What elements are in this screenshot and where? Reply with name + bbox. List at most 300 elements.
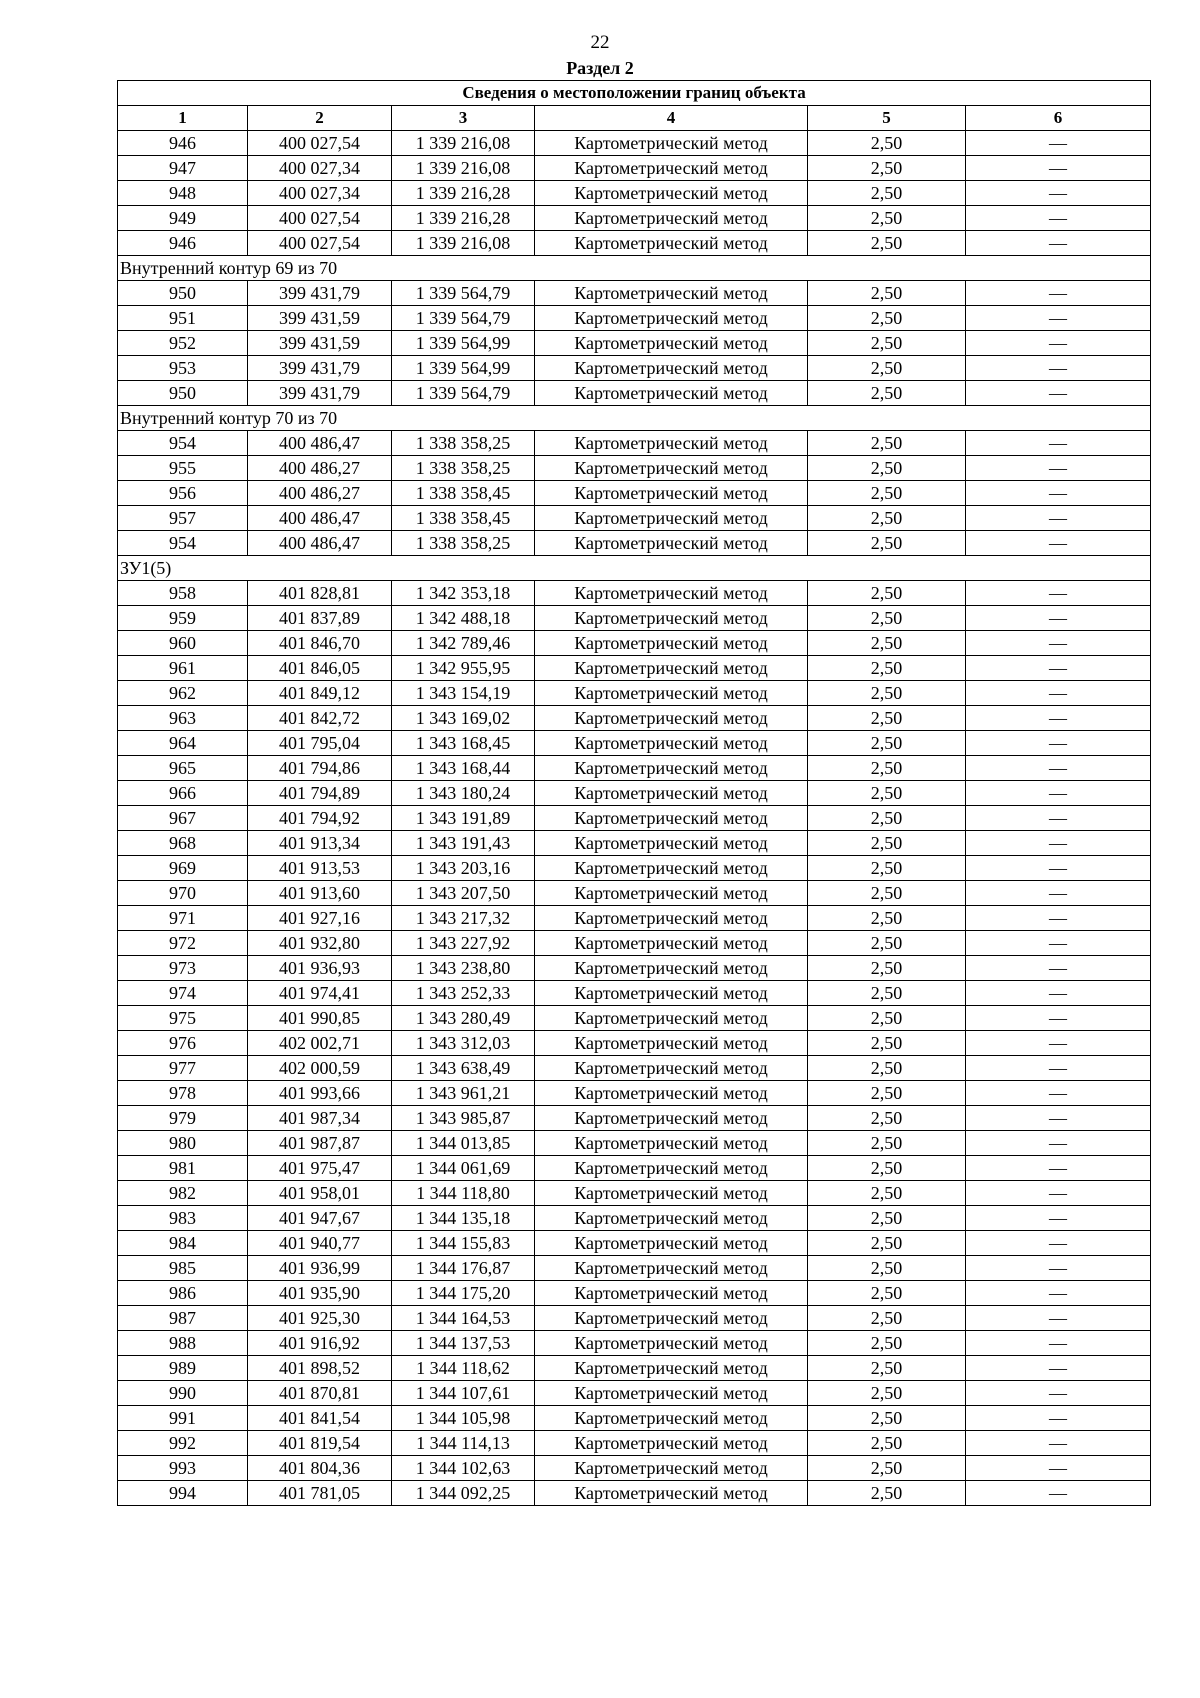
coord-y-cell: 1 343 168,44 — [392, 756, 535, 781]
table-row — [118, 606, 1151, 631]
method-cell: Картометрический метод — [535, 1156, 808, 1181]
accuracy-cell: 2,50 — [808, 1031, 966, 1056]
description-cell: — — [966, 906, 1151, 931]
coord-y-cell: 1 343 961,21 — [392, 1081, 535, 1106]
coord-x-cell: 399 431,59 — [248, 306, 392, 331]
point-number-cell: 956 — [118, 481, 248, 506]
table-row — [118, 706, 1151, 731]
coord-x-cell: 401 841,54 — [248, 1406, 392, 1431]
table-row — [118, 456, 1151, 481]
coord-y-cell: 1 343 180,24 — [392, 781, 535, 806]
description-cell: — — [966, 1231, 1151, 1256]
coord-y-cell: 1 343 191,89 — [392, 806, 535, 831]
table-caption-row — [118, 81, 1151, 106]
table-row — [118, 1231, 1151, 1256]
table-row — [118, 581, 1151, 606]
table-row — [118, 1306, 1151, 1331]
accuracy-cell: 2,50 — [808, 956, 966, 981]
table-row — [118, 206, 1151, 231]
description-cell: — — [966, 131, 1151, 156]
description-cell: — — [966, 831, 1151, 856]
point-number-cell: 983 — [118, 1206, 248, 1231]
table-row — [118, 381, 1151, 406]
method-cell: Картометрический метод — [535, 1406, 808, 1431]
coord-x-cell: 399 431,79 — [248, 356, 392, 381]
description-cell: — — [966, 1356, 1151, 1381]
point-number-cell: 984 — [118, 1231, 248, 1256]
description-cell: — — [966, 606, 1151, 631]
description-cell: — — [966, 681, 1151, 706]
point-number-cell: 955 — [118, 456, 248, 481]
description-cell: — — [966, 1281, 1151, 1306]
point-number-cell: 950 — [118, 281, 248, 306]
accuracy-cell: 2,50 — [808, 1231, 966, 1256]
column-header: 5 — [808, 106, 966, 131]
accuracy-cell: 2,50 — [808, 306, 966, 331]
point-number-cell: 953 — [118, 356, 248, 381]
coord-x-cell: 401 936,99 — [248, 1256, 392, 1281]
coord-y-cell: 1 344 105,98 — [392, 1406, 535, 1431]
table-row — [118, 181, 1151, 206]
coord-y-cell: 1 342 955,95 — [392, 656, 535, 681]
description-cell: — — [966, 1081, 1151, 1106]
description-cell: — — [966, 581, 1151, 606]
table-row — [118, 306, 1151, 331]
coord-y-cell: 1 343 985,87 — [392, 1106, 535, 1131]
accuracy-cell: 2,50 — [808, 1206, 966, 1231]
accuracy-cell: 2,50 — [808, 231, 966, 256]
method-cell: Картометрический метод — [535, 306, 808, 331]
description-cell: — — [966, 1331, 1151, 1356]
accuracy-cell: 2,50 — [808, 581, 966, 606]
table-caption: Сведения о местоположении границ объекта — [118, 81, 1151, 106]
coord-x-cell: 399 431,79 — [248, 281, 392, 306]
coord-x-cell: 401 846,70 — [248, 631, 392, 656]
coord-y-cell: 1 343 191,43 — [392, 831, 535, 856]
accuracy-cell: 2,50 — [808, 181, 966, 206]
method-cell: Картометрический метод — [535, 806, 808, 831]
accuracy-cell: 2,50 — [808, 1481, 966, 1506]
coord-x-cell: 401 936,93 — [248, 956, 392, 981]
accuracy-cell: 2,50 — [808, 731, 966, 756]
description-cell: — — [966, 1181, 1151, 1206]
table-row — [118, 1456, 1151, 1481]
coord-y-cell: 1 338 358,25 — [392, 531, 535, 556]
method-cell: Картометрический метод — [535, 656, 808, 681]
point-number-cell: 948 — [118, 181, 248, 206]
method-cell: Картометрический метод — [535, 381, 808, 406]
table-row — [118, 1356, 1151, 1381]
method-cell: Картометрический метод — [535, 206, 808, 231]
method-cell: Картометрический метод — [535, 1431, 808, 1456]
accuracy-cell: 2,50 — [808, 631, 966, 656]
coord-x-cell: 401 846,05 — [248, 656, 392, 681]
method-cell: Картометрический метод — [535, 1031, 808, 1056]
description-cell: — — [966, 656, 1151, 681]
point-number-cell: 950 — [118, 381, 248, 406]
coord-y-cell: 1 344 107,61 — [392, 1381, 535, 1406]
coord-x-cell: 401 987,87 — [248, 1131, 392, 1156]
point-number-cell: 947 — [118, 156, 248, 181]
point-number-cell: 976 — [118, 1031, 248, 1056]
method-cell: Картометрический метод — [535, 956, 808, 981]
point-number-cell: 985 — [118, 1256, 248, 1281]
accuracy-cell: 2,50 — [808, 356, 966, 381]
coord-x-cell: 400 486,47 — [248, 431, 392, 456]
coord-y-cell: 1 344 118,80 — [392, 1181, 535, 1206]
coord-x-cell: 401 870,81 — [248, 1381, 392, 1406]
coord-y-cell: 1 339 216,08 — [392, 231, 535, 256]
point-number-cell: 961 — [118, 656, 248, 681]
accuracy-cell: 2,50 — [808, 481, 966, 506]
coord-y-cell: 1 344 155,83 — [392, 1231, 535, 1256]
method-cell: Картометрический метод — [535, 506, 808, 531]
point-number-cell: 990 — [118, 1381, 248, 1406]
coord-y-cell: 1 344 013,85 — [392, 1131, 535, 1156]
column-header: 4 — [535, 106, 808, 131]
coord-x-cell: 399 431,79 — [248, 381, 392, 406]
description-cell: — — [966, 456, 1151, 481]
contour-row — [118, 256, 1151, 281]
description-cell: — — [966, 1206, 1151, 1231]
method-cell: Картометрический метод — [535, 1256, 808, 1281]
point-number-cell: 959 — [118, 606, 248, 631]
table-row — [118, 881, 1151, 906]
table-row — [118, 1156, 1151, 1181]
method-cell: Картометрический метод — [535, 1081, 808, 1106]
column-header: 6 — [966, 106, 1151, 131]
coord-x-cell: 401 898,52 — [248, 1356, 392, 1381]
coord-y-cell: 1 343 638,49 — [392, 1056, 535, 1081]
coord-y-cell: 1 343 252,33 — [392, 981, 535, 1006]
method-cell: Картометрический метод — [535, 1481, 808, 1506]
method-cell: Картометрический метод — [535, 1181, 808, 1206]
coord-x-cell: 401 913,60 — [248, 881, 392, 906]
method-cell: Картометрический метод — [535, 831, 808, 856]
description-cell: — — [966, 756, 1151, 781]
point-number-cell: 988 — [118, 1331, 248, 1356]
table-row — [118, 806, 1151, 831]
accuracy-cell: 2,50 — [808, 331, 966, 356]
accuracy-cell: 2,50 — [808, 831, 966, 856]
accuracy-cell: 2,50 — [808, 431, 966, 456]
coord-x-cell: 401 932,80 — [248, 931, 392, 956]
coord-y-cell: 1 339 216,08 — [392, 131, 535, 156]
point-number-cell: 952 — [118, 331, 248, 356]
point-number-cell: 980 — [118, 1131, 248, 1156]
coord-x-cell: 400 486,47 — [248, 531, 392, 556]
table-row — [118, 1081, 1151, 1106]
method-cell: Картометрический метод — [535, 1356, 808, 1381]
table-row — [118, 156, 1151, 181]
coord-y-cell: 1 343 168,45 — [392, 731, 535, 756]
coord-y-cell: 1 343 280,49 — [392, 1006, 535, 1031]
coord-x-cell: 401 913,34 — [248, 831, 392, 856]
description-cell: — — [966, 806, 1151, 831]
table-row — [118, 1481, 1151, 1506]
coord-x-cell: 401 935,90 — [248, 1281, 392, 1306]
description-cell: — — [966, 481, 1151, 506]
coord-x-cell: 401 990,85 — [248, 1006, 392, 1031]
coord-y-cell: 1 344 061,69 — [392, 1156, 535, 1181]
point-number-cell: 993 — [118, 1456, 248, 1481]
description-cell: — — [966, 881, 1151, 906]
coord-y-cell: 1 342 353,18 — [392, 581, 535, 606]
table-row — [118, 1031, 1151, 1056]
coord-x-cell: 401 916,92 — [248, 1331, 392, 1356]
point-number-cell: 954 — [118, 531, 248, 556]
description-cell: — — [966, 506, 1151, 531]
method-cell: Картометрический метод — [535, 756, 808, 781]
description-cell: — — [966, 981, 1151, 1006]
table-row — [118, 956, 1151, 981]
table-row — [118, 656, 1151, 681]
coord-x-cell: 401 795,04 — [248, 731, 392, 756]
section-title: Раздел 2 — [566, 58, 634, 78]
table-row — [118, 1131, 1151, 1156]
accuracy-cell: 2,50 — [808, 781, 966, 806]
method-cell: Картометрический метод — [535, 981, 808, 1006]
description-cell: — — [966, 1431, 1151, 1456]
coord-x-cell: 400 027,54 — [248, 131, 392, 156]
method-cell: Картометрический метод — [535, 531, 808, 556]
accuracy-cell: 2,50 — [808, 456, 966, 481]
method-cell: Картометрический метод — [535, 1331, 808, 1356]
point-number-cell: 967 — [118, 806, 248, 831]
description-cell: — — [966, 1406, 1151, 1431]
coord-y-cell: 1 338 358,45 — [392, 481, 535, 506]
description-cell: — — [966, 381, 1151, 406]
point-number-cell: 979 — [118, 1106, 248, 1131]
coord-x-cell: 401 927,16 — [248, 906, 392, 931]
accuracy-cell: 2,50 — [808, 656, 966, 681]
table-row — [118, 931, 1151, 956]
point-number-cell: 973 — [118, 956, 248, 981]
coord-y-cell: 1 343 207,50 — [392, 881, 535, 906]
method-cell: Картометрический метод — [535, 631, 808, 656]
description-cell: — — [966, 306, 1151, 331]
accuracy-cell: 2,50 — [808, 806, 966, 831]
contour-label: Внутренний контур 69 из 70 — [118, 256, 1151, 281]
method-cell: Картометрический метод — [535, 181, 808, 206]
description-cell: — — [966, 431, 1151, 456]
coord-x-cell: 400 027,54 — [248, 231, 392, 256]
coord-y-cell: 1 343 227,92 — [392, 931, 535, 956]
accuracy-cell: 2,50 — [808, 1456, 966, 1481]
coord-x-cell: 401 993,66 — [248, 1081, 392, 1106]
accuracy-cell: 2,50 — [808, 1181, 966, 1206]
method-cell: Картометрический метод — [535, 131, 808, 156]
table-row — [118, 731, 1151, 756]
method-cell: Картометрический метод — [535, 481, 808, 506]
coord-y-cell: 1 343 203,16 — [392, 856, 535, 881]
coord-y-cell: 1 339 216,28 — [392, 206, 535, 231]
table-row — [118, 1006, 1151, 1031]
point-number-cell: 951 — [118, 306, 248, 331]
description-cell: — — [966, 331, 1151, 356]
coord-y-cell: 1 339 564,79 — [392, 381, 535, 406]
accuracy-cell: 2,50 — [808, 281, 966, 306]
point-number-cell: 978 — [118, 1081, 248, 1106]
coord-x-cell: 400 027,34 — [248, 181, 392, 206]
point-number-cell: 987 — [118, 1306, 248, 1331]
coord-x-cell: 401 987,34 — [248, 1106, 392, 1131]
contour-label: ЗУ1(5) — [118, 556, 1151, 581]
accuracy-cell: 2,50 — [808, 1281, 966, 1306]
table-row — [118, 331, 1151, 356]
point-number-cell: 974 — [118, 981, 248, 1006]
description-cell: — — [966, 1256, 1151, 1281]
method-cell: Картометрический метод — [535, 931, 808, 956]
coord-y-cell: 1 344 137,53 — [392, 1331, 535, 1356]
point-number-cell: 982 — [118, 1181, 248, 1206]
accuracy-cell: 2,50 — [808, 1256, 966, 1281]
coord-y-cell: 1 344 176,87 — [392, 1256, 535, 1281]
table-row — [118, 1406, 1151, 1431]
method-cell: Картометрический метод — [535, 906, 808, 931]
point-number-cell: 977 — [118, 1056, 248, 1081]
method-cell: Картометрический метод — [535, 431, 808, 456]
accuracy-cell: 2,50 — [808, 1156, 966, 1181]
method-cell: Картометрический метод — [535, 1206, 808, 1231]
description-cell: — — [966, 1481, 1151, 1506]
table-row — [118, 1181, 1151, 1206]
accuracy-cell: 2,50 — [808, 506, 966, 531]
table-row — [118, 1431, 1151, 1456]
table-row — [118, 631, 1151, 656]
contour-label: Внутренний контур 70 из 70 — [118, 406, 1151, 431]
description-cell: — — [966, 1106, 1151, 1131]
point-number-cell: 958 — [118, 581, 248, 606]
point-number-cell: 962 — [118, 681, 248, 706]
page-number: 22 — [590, 32, 610, 53]
coord-x-cell: 401 781,05 — [248, 1481, 392, 1506]
coord-y-cell: 1 342 488,18 — [392, 606, 535, 631]
point-number-cell: 991 — [118, 1406, 248, 1431]
method-cell: Картометрический метод — [535, 781, 808, 806]
coord-y-cell: 1 339 564,99 — [392, 356, 535, 381]
coord-y-cell: 1 344 135,18 — [392, 1206, 535, 1231]
point-number-cell: 981 — [118, 1156, 248, 1181]
coord-y-cell: 1 344 164,53 — [392, 1306, 535, 1331]
point-number-cell: 960 — [118, 631, 248, 656]
description-cell: — — [966, 281, 1151, 306]
column-header: 3 — [392, 106, 535, 131]
coord-x-cell: 400 486,27 — [248, 456, 392, 481]
point-number-cell: 957 — [118, 506, 248, 531]
table-row — [118, 1056, 1151, 1081]
method-cell: Картометрический метод — [535, 1281, 808, 1306]
table-row — [118, 1256, 1151, 1281]
point-number-cell: 994 — [118, 1481, 248, 1506]
table-row — [118, 1381, 1151, 1406]
description-cell: — — [966, 1306, 1151, 1331]
method-cell: Картометрический метод — [535, 581, 808, 606]
description-cell: — — [966, 1056, 1151, 1081]
accuracy-cell: 2,50 — [808, 906, 966, 931]
table-row — [118, 231, 1151, 256]
coord-x-cell: 401 925,30 — [248, 1306, 392, 1331]
point-number-cell: 989 — [118, 1356, 248, 1381]
coord-x-cell: 401 958,01 — [248, 1181, 392, 1206]
coord-x-cell: 401 913,53 — [248, 856, 392, 881]
column-header: 2 — [248, 106, 392, 131]
coord-y-cell: 1 343 169,02 — [392, 706, 535, 731]
coord-y-cell: 1 339 564,79 — [392, 306, 535, 331]
point-number-cell: 946 — [118, 231, 248, 256]
method-cell: Картометрический метод — [535, 356, 808, 381]
description-cell: — — [966, 1381, 1151, 1406]
table-row — [118, 506, 1151, 531]
coord-y-cell: 1 344 092,25 — [392, 1481, 535, 1506]
description-cell: — — [966, 781, 1151, 806]
description-cell: — — [966, 1031, 1151, 1056]
point-number-cell: 971 — [118, 906, 248, 931]
accuracy-cell: 2,50 — [808, 1081, 966, 1106]
table-row — [118, 981, 1151, 1006]
method-cell: Картометрический метод — [535, 606, 808, 631]
coord-y-cell: 1 344 102,63 — [392, 1456, 535, 1481]
method-cell: Картометрический метод — [535, 706, 808, 731]
accuracy-cell: 2,50 — [808, 531, 966, 556]
description-cell: — — [966, 931, 1151, 956]
table-row — [118, 131, 1151, 156]
point-number-cell: 965 — [118, 756, 248, 781]
coord-y-cell: 1 339 564,99 — [392, 331, 535, 356]
table-row — [118, 531, 1151, 556]
table-row — [118, 906, 1151, 931]
table-row — [118, 481, 1151, 506]
description-cell: — — [966, 1131, 1151, 1156]
point-number-cell: 992 — [118, 1431, 248, 1456]
method-cell: Картометрический метод — [535, 881, 808, 906]
coord-x-cell: 400 027,54 — [248, 206, 392, 231]
description-cell: — — [966, 356, 1151, 381]
description-cell: — — [966, 156, 1151, 181]
point-number-cell: 969 — [118, 856, 248, 881]
method-cell: Картометрический метод — [535, 1231, 808, 1256]
point-number-cell: 966 — [118, 781, 248, 806]
contour-row — [118, 406, 1151, 431]
coord-y-cell: 1 338 358,25 — [392, 431, 535, 456]
method-cell: Картометрический метод — [535, 731, 808, 756]
accuracy-cell: 2,50 — [808, 981, 966, 1006]
accuracy-cell: 2,50 — [808, 1431, 966, 1456]
table-row — [118, 1106, 1151, 1131]
coord-y-cell: 1 344 118,62 — [392, 1356, 535, 1381]
coord-y-cell: 1 344 175,20 — [392, 1281, 535, 1306]
coord-x-cell: 401 794,92 — [248, 806, 392, 831]
accuracy-cell: 2,50 — [808, 131, 966, 156]
description-cell: — — [966, 706, 1151, 731]
coord-y-cell: 1 338 358,25 — [392, 456, 535, 481]
method-cell: Картометрический метод — [535, 281, 808, 306]
coord-y-cell: 1 344 114,13 — [392, 1431, 535, 1456]
point-number-cell: 970 — [118, 881, 248, 906]
accuracy-cell: 2,50 — [808, 681, 966, 706]
table-row — [118, 1281, 1151, 1306]
accuracy-cell: 2,50 — [808, 1131, 966, 1156]
coord-y-cell: 1 342 789,46 — [392, 631, 535, 656]
coord-x-cell: 401 828,81 — [248, 581, 392, 606]
coord-x-cell: 402 002,71 — [248, 1031, 392, 1056]
description-cell: — — [966, 531, 1151, 556]
description-cell: — — [966, 1006, 1151, 1031]
coordinates-table — [117, 80, 1151, 1506]
accuracy-cell: 2,50 — [808, 1381, 966, 1406]
method-cell: Картометрический метод — [535, 1456, 808, 1481]
accuracy-cell: 2,50 — [808, 606, 966, 631]
